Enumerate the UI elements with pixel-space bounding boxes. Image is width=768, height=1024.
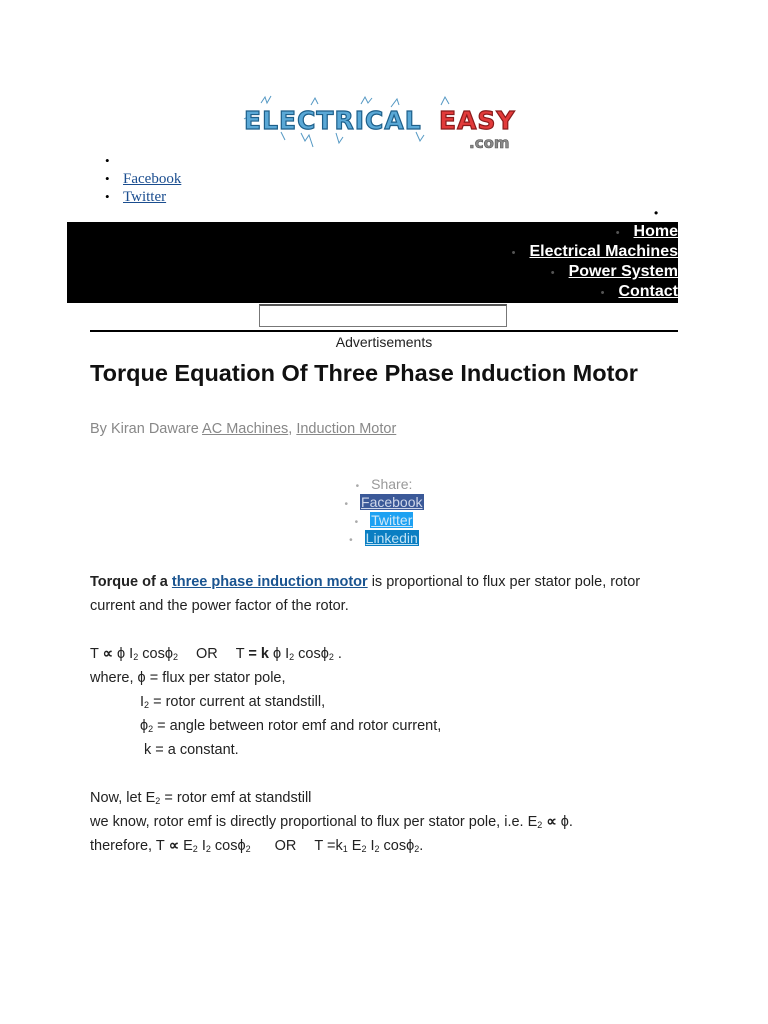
eq-subscript: 2 xyxy=(192,844,198,854)
eq-term: = angle between rotor emf and rotor current, xyxy=(153,718,442,734)
intro-paragraph xyxy=(90,570,680,618)
site-logo[interactable] xyxy=(241,95,526,155)
eq-subscript: 2 xyxy=(374,844,380,854)
search-input[interactable] xyxy=(259,304,507,327)
nav-item-power-system xyxy=(512,262,678,282)
advertisements-label: Advertisements xyxy=(335,334,433,350)
torque-equation xyxy=(90,642,680,666)
now-line xyxy=(90,834,680,858)
logo-text-main: ELECTRICAL xyxy=(244,106,422,135)
nav-link-power-system[interactable]: Power System xyxy=(568,263,678,280)
category-link-induction-motor[interactable]: Induction Motor xyxy=(296,421,397,437)
intro-bold-lead: Torque of a xyxy=(90,574,168,590)
where-line: where, ϕ = flux per stator pole, xyxy=(90,670,286,686)
eq-term: T =k xyxy=(314,838,343,854)
eq-symbol: = k xyxy=(248,646,269,662)
eq-term: I xyxy=(197,838,206,854)
eq-symbol: ∝ xyxy=(542,814,557,830)
eq-term: we know, rotor emf is directly proportional to flux per stator pole, i.e. E xyxy=(90,814,538,830)
share-twitter-button[interactable]: Twitter xyxy=(371,512,413,528)
eq-subscript: 2 xyxy=(245,844,251,854)
list-item xyxy=(105,188,181,206)
eq-term: cosϕ xyxy=(294,646,329,662)
bullet-dot: • xyxy=(600,287,605,299)
eq-subscript: 2 xyxy=(205,844,211,854)
logo-text-accent: EASY xyxy=(439,106,516,135)
now-line xyxy=(90,810,680,834)
bullet-dot: • xyxy=(511,247,516,259)
eq-term: ϕ I xyxy=(268,646,290,662)
where-line xyxy=(90,714,680,738)
logo-text-domain: .com xyxy=(469,134,510,152)
eq-term: cosϕ xyxy=(210,838,246,854)
share-label: Share: xyxy=(371,476,413,492)
bullet-dot: • xyxy=(615,227,620,239)
eq-subscript: 2 xyxy=(537,820,543,830)
bullet-dot: • xyxy=(349,535,353,546)
eq-subscript: 2 xyxy=(289,652,295,662)
bullet-dot: • xyxy=(550,267,555,279)
now-line xyxy=(90,786,680,810)
eq-subscript: 2 xyxy=(172,652,178,662)
eq-term: = rotor current at standstill, xyxy=(149,694,326,710)
eq-term: ϕ xyxy=(140,718,149,734)
eq-term: E xyxy=(179,838,193,854)
share-item xyxy=(0,493,768,511)
category-separator: , xyxy=(288,421,293,437)
eq-symbol: ∝ xyxy=(164,838,180,854)
eq-term: . xyxy=(333,646,342,662)
spacer xyxy=(90,762,680,786)
eq-term: E xyxy=(347,838,362,854)
eq-term: I xyxy=(366,838,375,854)
eq-or: OR xyxy=(274,838,297,854)
bullet-dot: • xyxy=(354,517,359,528)
eq-term: ϕ. xyxy=(556,814,573,830)
share-list xyxy=(0,475,768,547)
share-linkedin-button[interactable]: Linkedin xyxy=(365,530,418,546)
eq-or: OR xyxy=(195,646,218,662)
where-line xyxy=(90,690,680,714)
eq-term: = rotor emf at standstill xyxy=(160,790,312,806)
eq-symbol: T xyxy=(90,646,99,662)
list-item-empty xyxy=(105,152,181,170)
page-title: Torque Equation Of Three Phase Induction Motor xyxy=(90,360,638,386)
nav-list xyxy=(512,222,678,302)
bullet-dot: • xyxy=(344,499,349,510)
article-body xyxy=(90,570,680,858)
nav-item-home xyxy=(512,222,678,242)
eq-term: Now, let E xyxy=(90,790,156,806)
where-line: k = a constant. xyxy=(144,742,239,758)
nav-item-electrical-machines xyxy=(512,242,678,262)
eq-symbol: T xyxy=(235,646,245,662)
share-item xyxy=(0,511,768,529)
share-facebook-button[interactable]: Facebook xyxy=(361,494,423,510)
post-meta xyxy=(90,421,396,437)
twitter-link[interactable]: Twitter xyxy=(123,189,167,205)
list-item xyxy=(105,170,181,188)
eq-subscript: 2 xyxy=(133,652,139,662)
nav-link-contact[interactable]: Contact xyxy=(618,283,678,300)
eq-symbol: ∝ xyxy=(102,646,113,662)
spacer xyxy=(90,618,680,642)
eq-term: ϕ I xyxy=(117,646,134,662)
facebook-link[interactable]: Facebook xyxy=(123,171,182,187)
divider xyxy=(90,330,678,332)
intro-rest: is proportional to flux per stator pole, rotor current and the power factor of the rotor. xyxy=(90,574,641,614)
eq-subscript: 2 xyxy=(328,652,334,662)
share-item xyxy=(0,529,768,547)
top-social-list xyxy=(105,152,181,206)
eq-subscript: 2 xyxy=(148,724,154,734)
eq-subscript: 2 xyxy=(155,796,161,806)
bullet-dot: • xyxy=(355,481,360,492)
author-byline: By Kiran Daware xyxy=(90,421,199,437)
eq-subscript: 1 xyxy=(342,844,348,854)
logo-graphic xyxy=(241,95,526,155)
eq-term: therefore, T xyxy=(90,838,165,854)
share-label-item xyxy=(0,475,768,493)
eq-subscript: 2 xyxy=(361,844,367,854)
eq-subscript: 2 xyxy=(414,844,420,854)
bullet-dot: • xyxy=(654,206,659,220)
main-navigation xyxy=(67,222,678,303)
nav-link-electrical-machines[interactable]: Electrical Machines xyxy=(529,243,678,260)
three-phase-induction-motor-link[interactable]: three phase induction motor xyxy=(171,574,368,590)
category-link-ac-machines[interactable]: AC Machines xyxy=(202,421,289,437)
nav-link-home[interactable]: Home xyxy=(633,223,678,240)
eq-subscript: 2 xyxy=(144,700,150,710)
eq-term: I xyxy=(140,694,145,710)
eq-term: cosϕ xyxy=(379,838,415,854)
eq-term: . xyxy=(419,838,424,854)
nav-item-contact xyxy=(512,282,678,302)
eq-term: cosϕ xyxy=(138,646,173,662)
